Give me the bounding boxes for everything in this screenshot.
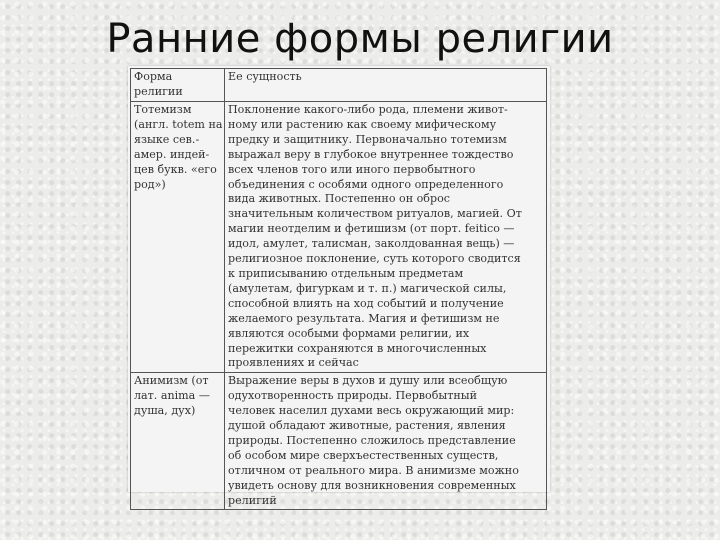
text-line: отличном от реального мира. В анимизме можно <box>228 463 519 477</box>
text-line: душа, дух) <box>134 404 196 418</box>
text-line: выражал веру в глубокое внутреннее тождество <box>228 147 514 161</box>
text-line: предку и защитнику. Первоначально тотемизм <box>228 132 507 146</box>
slide-title: Ранние формы религии <box>106 16 614 62</box>
table-row <box>131 373 547 510</box>
header-form-cell <box>131 69 225 102</box>
text-line: языке сев.- <box>134 132 200 146</box>
religion-forms-table <box>130 68 547 510</box>
text-line: увидеть основу для возникновения современных <box>228 478 516 492</box>
text-line: Тотемизм <box>134 103 192 116</box>
text-line: магии неотделим и фетишизм (от порт. feitico — <box>228 222 515 236</box>
text-line: об особом мире сверхъестественных существ, <box>228 448 499 462</box>
table-header-row <box>131 69 547 102</box>
essence-text-animism <box>228 374 544 508</box>
text-line: Поклонение какого-либо рода, племени живот- <box>228 103 508 116</box>
text-line: амер. индей- <box>134 147 210 161</box>
text-line: объединения с особями одного определенного <box>228 177 504 191</box>
text-line: Форма <box>134 70 173 83</box>
text-line: душой обладают животные, растения, явления <box>228 419 506 433</box>
form-cell-animism <box>131 373 225 510</box>
scanned-table-image <box>128 66 550 507</box>
text-line: род») <box>134 177 166 191</box>
text-line: религий <box>228 493 277 507</box>
text-line: идол, амулет, талисман, заколдованная вещь) — <box>228 237 515 251</box>
header-essence-cell <box>225 69 547 102</box>
text-line: вида животных. Постепенно он оброс <box>228 192 450 206</box>
essence-cell-totemism <box>225 102 547 373</box>
text-line: одухотворенность природы. Первобытный <box>228 389 477 403</box>
header-essence-text <box>228 70 544 85</box>
text-line: цев букв. «его <box>134 162 217 176</box>
text-line: Анимизм (от <box>134 374 209 388</box>
text-line: природы. Постепенно сложилось представление <box>228 433 516 447</box>
text-line: способной влиять на ход событий и получение <box>228 296 504 310</box>
form-text-totemism <box>134 103 222 192</box>
text-line: Ее сущность <box>228 70 302 83</box>
text-line: (амулетам, фигуркам и т. п.) магической силы, <box>228 281 507 295</box>
text-line: значительным количеством ритуалов, магией. От <box>228 207 522 221</box>
text-line: желаемого результата. Магия и фетишизм не <box>228 311 500 325</box>
text-line: человек населил духами весь окружающий мир: <box>228 404 515 418</box>
text-line: ному или растению как своему мифическому <box>228 117 497 131</box>
header-form-text <box>134 70 222 100</box>
text-line: Выражение веры в духов и душу или всеобщую <box>228 374 508 388</box>
text-line: религии <box>134 84 183 98</box>
text-line: проявлениях и сейчас <box>228 356 359 370</box>
text-line: пережитки сохраняются в многочисленных <box>228 341 487 355</box>
form-cell-totemism <box>131 102 225 373</box>
text-line: религиозное поклонение, суть которого сводится <box>228 252 521 266</box>
text-line: являются особыми формами религии, их <box>228 326 470 340</box>
text-line: всех членов того или иного первобытного <box>228 162 476 176</box>
table-row <box>131 102 547 373</box>
text-line: к приписыванию отдельным предметам <box>228 266 464 280</box>
text-line: лат. anima — <box>134 389 210 403</box>
form-text-animism <box>134 374 222 419</box>
text-line: (англ. totem на <box>134 117 223 131</box>
essence-text-totemism <box>228 103 544 371</box>
essence-cell-animism <box>225 373 547 510</box>
